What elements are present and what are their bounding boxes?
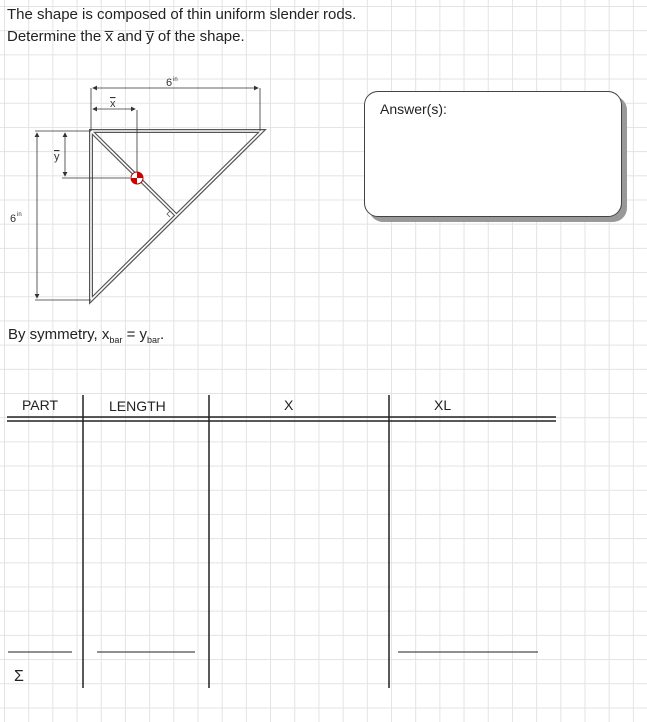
subscript: bar bbox=[147, 335, 161, 345]
header-part: PART bbox=[22, 397, 59, 413]
symmetry-text: By symmetry, x bbox=[8, 326, 110, 343]
symmetry-text: = y bbox=[122, 326, 148, 343]
table-grid bbox=[7, 395, 556, 688]
subscript: bar bbox=[109, 335, 123, 345]
header-xl: XL bbox=[434, 397, 452, 413]
symmetry-text: . bbox=[160, 326, 165, 343]
answer-box[interactable] bbox=[364, 91, 622, 217]
problem-line-2: Determine the x̅ and y̅ of the shape. bbox=[7, 28, 245, 45]
ybar-label: y bbox=[54, 151, 60, 163]
symmetry-note bbox=[8, 326, 164, 345]
width-unit: in bbox=[173, 77, 178, 83]
height-unit: in bbox=[17, 212, 22, 218]
answer-label: Answer(s): bbox=[380, 101, 447, 117]
width-dimension-value: 6 bbox=[166, 77, 173, 89]
right-angle-mark bbox=[167, 211, 170, 217]
problem-line-1: The shape is composed of thin uniform slender rods. bbox=[7, 6, 357, 23]
sum-symbol: Σ bbox=[14, 668, 24, 685]
xbar-label: x bbox=[110, 98, 116, 110]
height-dimension-value: 6 bbox=[10, 213, 17, 225]
centroid-icon bbox=[131, 172, 143, 184]
header-length: LENGTH bbox=[109, 398, 166, 414]
header-x: X bbox=[284, 397, 294, 413]
